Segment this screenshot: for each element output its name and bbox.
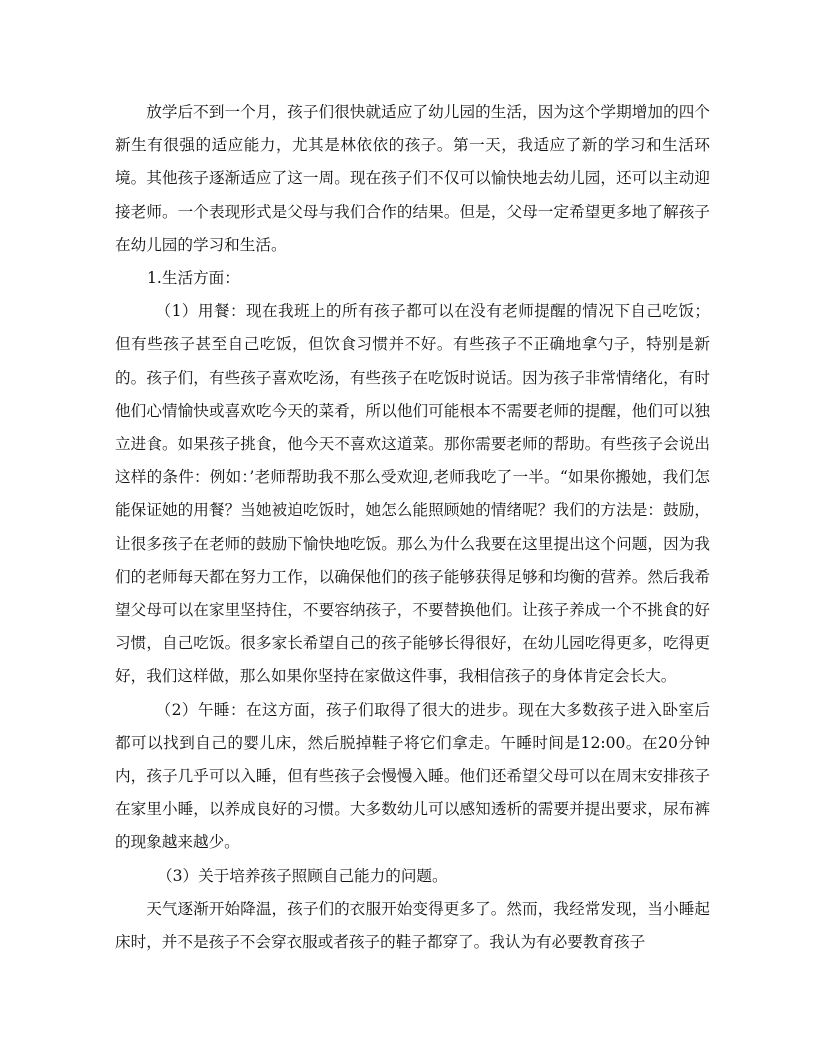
self-care-heading: （3）关于培养孩子照顾自己能力的问题。	[157, 866, 448, 885]
nap-paragraph: （2）午睡：在这方面，孩子们取得了很大的进步。现在大多数孩子进入卧室后都可以找到自己的婴儿床，然后脱掉鞋子将它们拿走。午睡时间是12:00。在20分钟内，孩子几乎可以入睡，但有些孩子会慢慢入睡。他们还希望父母可以在周末安排孩子在家里小睡，以养成良好的习惯。大多数幼儿可以感知透析的需要并提出要求，尿布裤的现象越来越少。	[115, 700, 710, 852]
intro-paragraph: 放学后不到一个月，孩子们很快就适应了幼儿园的生活，因为这个学期增加的四个新生有很强的适应能力，尤其是林依依的孩子。第一天，我适应了新的学习和生活环境。其他孩子逐渐适应了这一周。现在孩子们不仅可以愉快地去幼儿园，还可以主动迎接老师。一个表现形式是父母与我们合作的结果。但是，父母一定希望更多地了解孩子在幼儿园的学习和生活。	[115, 103, 710, 254]
section-heading-life: 1.生活方面：	[147, 269, 240, 288]
document-body	[115, 96, 710, 959]
weather-paragraph: 天气逐渐开始降温，孩子们的衣服开始变得更多了。然而，我经常发现，当小睡起床时，并不是孩子不会穿衣服或者孩子的鞋子都穿了。我认为有必要教育孩子	[115, 899, 710, 952]
meals-paragraph: （1）用餐：现在我班上的所有孩子都可以在没有老师提醒的情况下自己吃饭；但有些孩子甚至自己吃饭，但饮食习惯并不好。有些孩子不正确地拿勺子，特别是新的。孩子们，有些孩子喜欢吃汤，有些孩子在吃饭时说话。因为孩子非常情绪化，有时他们心情愉快或喜欢吃今天的菜肴，所以他们可能根本不需要老师的提醒，他们可以独立进食。如果孩子挑食，他今天不喜欢这道菜。那你需要老师的帮助。有些孩子会说出这样的条件：例如：’老师帮助我不那么受欢迎,老师我吃了一半。“如果你搬她，我们怎能保证她的用餐？当她被迫吃饭时，她怎么能照顾她的情绪呢？我们的方法是：鼓励，让很多孩子在老师的鼓励下愉快地吃饭。那么为什么我要在这里提出这个问题，因为我们的老师每天都在努力工作，以确保他们的孩子能够获得足够和均衡的营养。然后我希望父母可以在家里坚持住，不要容纳孩子，不要替换他们。让孩子养成一个不挑食的好习惯，自己吃饭。很多家长希望自己的孩子能够长得很好，在幼儿园吃得更多，吃得更好，我们这样做，那么如果你坚持在家做这件事，我相信孩子的身体肯定会长大。	[115, 302, 710, 686]
